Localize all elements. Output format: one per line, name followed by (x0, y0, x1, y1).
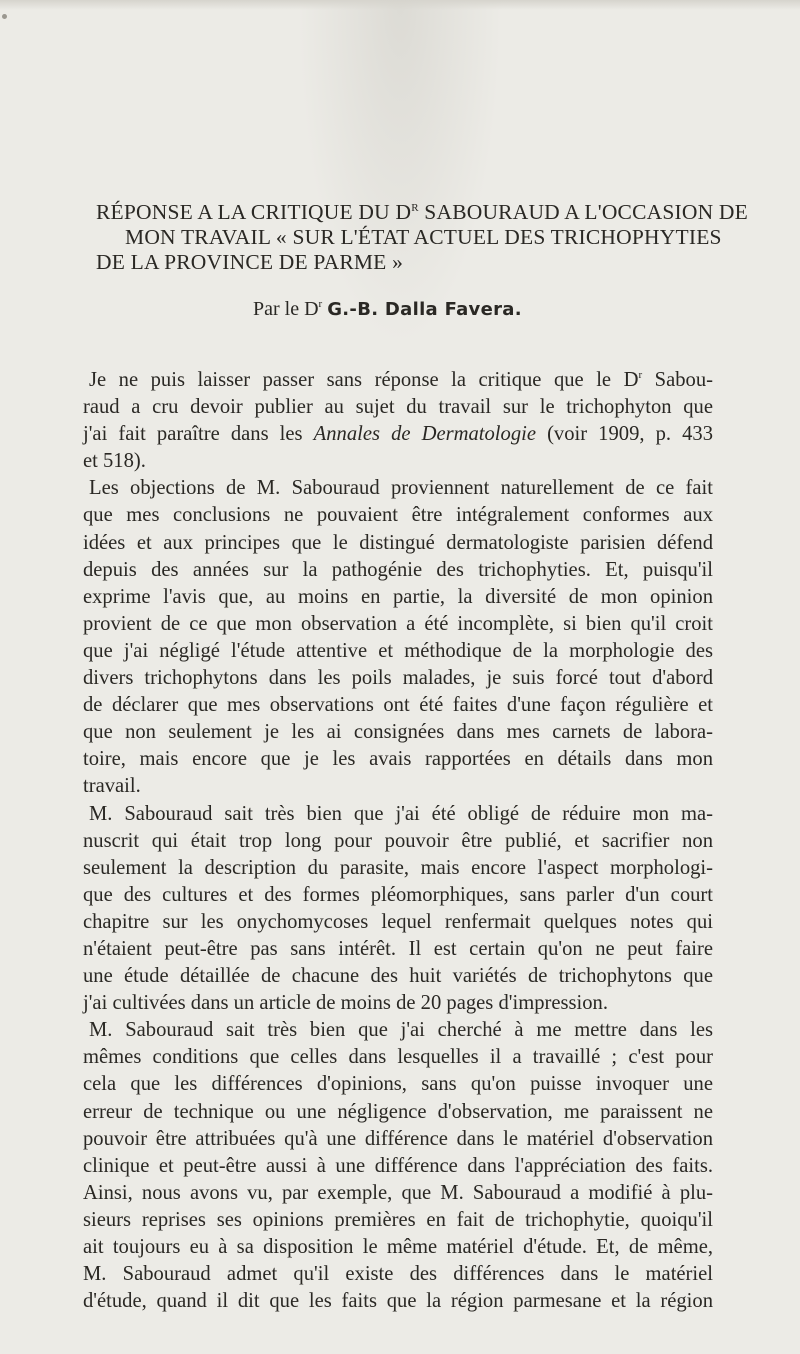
paragraph3-line: j'ai cultivées dans un article de moins de 20 pages d'impression. (83, 992, 608, 1015)
title-line-1: RÉPONSE A LA CRITIQUE DU $D^R$ SABOURAUD A L'OCCASION DE (96, 200, 748, 224)
paragraph3-line: M. Sabouraud sait très bien que j'ai été obligé de réduire mon ma- (89, 802, 713, 825)
paragraph-3 (83, 801, 713, 1018)
paragraph4-line: d'étude, quand il dit que les faits que la région parmesane et la région (83, 1290, 713, 1313)
paragraph2-line: que j'ai négligé l'étude attentive et méthodique de la morphologie des (83, 639, 713, 662)
paragraph3-line: seulement la description du parasite, mais encore l'aspect morphologi- (83, 856, 713, 879)
paragraph2-line: de déclarer que mes observations ont été faites d'une façon régulière et (83, 694, 713, 717)
paragraph4-line: M. Sabouraud admet qu'il existe des différences dans le matériel (83, 1263, 713, 1286)
paragraph2-line: divers trichophytons dans les poils malades, je suis forcé tout d'abord (83, 667, 713, 690)
title-line-2: MON TRAVAIL « SUR L'ÉTAT ACTUEL DES TRICHOPHYTIES (125, 225, 722, 249)
author-name: G.-B. Dalla Favera. (327, 299, 522, 320)
paragraph2-line: idées et aux principes que le distingué dermatologiste parisien défend (83, 531, 713, 554)
article-title (96, 200, 748, 275)
paragraph2-line: Les objections de M. Sabouraud proviennent naturellement de ce fait (89, 477, 713, 500)
paragraph2-line: toire, mais encore que je les avais rapportées en détails dans mon (83, 748, 713, 771)
paragraph2-line: exprime l'avis que, au moins en partie, la diversité de mon opinion (83, 585, 713, 608)
paragraph-2 (83, 475, 713, 800)
paragraph-1-line: raud a cru devoir publier au sujet du travail sur le trichophyton que (83, 396, 713, 419)
paragraph2-line: travail. (83, 775, 141, 798)
paragraph3-line: une étude détaillée de chacune des huit variétés de trichophytons que (83, 965, 713, 988)
paragraph4-line: cela que les différences d'opinions, sans qu'on puisse invoquer une (83, 1073, 713, 1096)
paragraph2-line: que non seulement je les ai consignées dans mes carnets de labora- (83, 721, 713, 744)
paragraph4-line: pouvoir être attribuées qu'à une différence dans le matériel d'observation (83, 1127, 713, 1150)
paragraph2-line: que mes conclusions ne pouvaient être intégralement conformes aux (83, 504, 713, 527)
paragraph2-line: provient de ce que mon observation a été incomplète, si bien qu'il croit (83, 612, 713, 635)
paragraph3-line: n'étaient peut-être pas sans intérêt. Il est certain qu'on ne peut faire (83, 937, 713, 960)
page-top-shadow (0, 0, 800, 10)
journal-title: Annales de Dermatologie (313, 423, 536, 446)
paragraph4-line: erreur de technique ou une négligence d'observation, me paraissent ne (83, 1100, 713, 1123)
paragraph4-line: ait toujours eu à sa disposition le même matériel d'étude. Et, de même, (83, 1236, 713, 1258)
paragraph-1-line: j'ai fait paraître dans les Annales de Dermatologie (voir 1909, p. 433 (83, 423, 714, 446)
paragraph-1-line: Je ne puis laisser passer sans réponse la critique que le $D^r$ Sabou- (89, 369, 713, 391)
paragraph-4 (83, 1017, 713, 1315)
author-byline: Par le $D^r$ G.-B. Dalla Favera. (253, 298, 522, 320)
paragraph4-line: Ainsi, nous avons vu, par exemple, que M. Sabouraud a modifié à plu- (83, 1181, 713, 1204)
paragraph2-line: depuis des années sur la pathogénie des trichophyties. Et, puisqu'il (83, 558, 713, 581)
article-body (83, 367, 713, 1315)
paragraph4-line: mêmes conditions que celles dans lesquelles il a travaillé ; c'est pour (83, 1046, 713, 1069)
paragraph3-line: nuscrit qui était trop long pour pouvoir être publié, et sacrifier non (83, 829, 713, 852)
title-line-3: DE LA PROVINCE DE PARME » (96, 250, 404, 274)
paragraph-1-line: et 518). (83, 450, 146, 473)
paragraph4-line: M. Sabouraud sait très bien que j'ai cherché à me mettre dans les (89, 1019, 713, 1042)
paragraph4-line: clinique et peut-être aussi à une différence dans l'appréciation des faits. (83, 1154, 713, 1177)
paragraph3-line: que des cultures et des formes pléomorphiques, sans parler d'un court (83, 883, 713, 906)
print-speck (2, 14, 7, 19)
paragraph4-line: sieurs reprises ses opinions premières en fait de trichophytie, quoiqu'il (83, 1208, 713, 1231)
paragraph3-line: chapitre sur les onychomycoses lequel renfermait quelques notes qui (83, 910, 713, 933)
